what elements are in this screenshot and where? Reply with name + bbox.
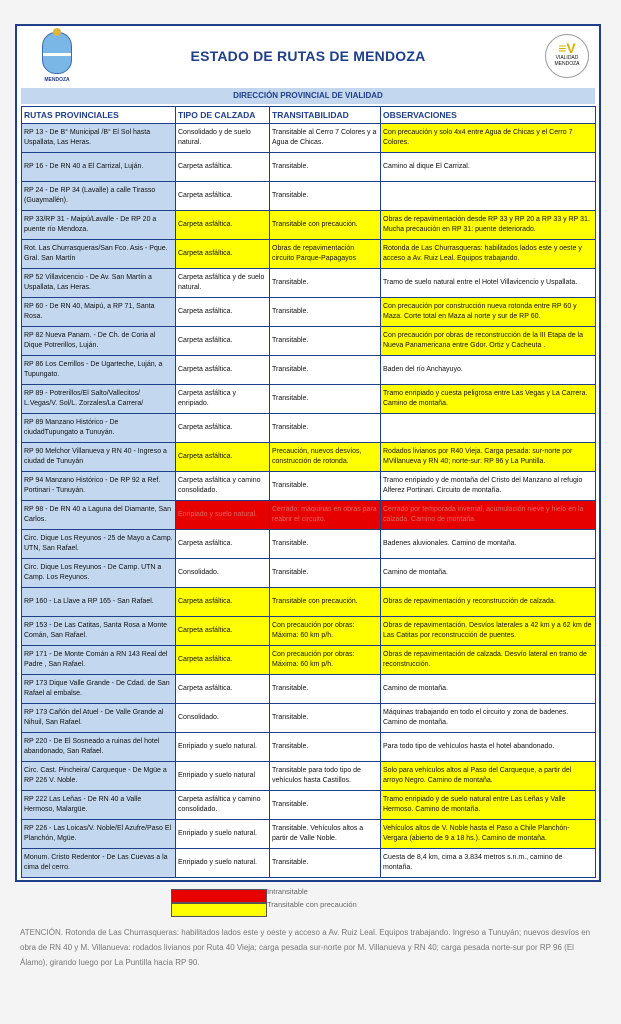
passability-cell: Transitable con precaución. <box>270 211 381 240</box>
passability-cell: Transitable. <box>270 182 381 211</box>
surface-cell: Consolidado y de suelo natural. <box>176 124 270 153</box>
table-row <box>22 762 596 791</box>
route-cell: RP 98 - De RN 40 a Laguna del Diamante, San Carlos. <box>22 501 176 530</box>
table-row <box>22 153 596 182</box>
routes-table <box>21 106 596 878</box>
surface-cell: Carpeta asfáltica. <box>176 617 270 646</box>
surface-cell: Enripiado y suelo natural. <box>176 849 270 878</box>
observation-cell: Máquinas trabajando en todo el circuito y zona de badenes. Camino de montaña. <box>381 704 596 733</box>
table-row <box>22 675 596 704</box>
observation-cell: Con precaución por construcción nueva rotonda entre RP 60 y Maza. Corte total en Maza al norte y sur de RP 60. <box>381 298 596 327</box>
route-cell: RP 60 - De RN 40, Maipú, a RP 71, Santa Rosa. <box>22 298 176 327</box>
observation-cell: Badenes aluvionales. Camino de montaña. <box>381 530 596 559</box>
surface-cell: Carpeta asfáltica. <box>176 240 270 269</box>
passability-cell: Transitable. <box>270 733 381 762</box>
table-row <box>22 733 596 762</box>
observation-cell: Camino al dique El Carrizal. <box>381 153 596 182</box>
table-row <box>22 269 596 298</box>
legend <box>171 887 357 917</box>
vialidad-logo <box>545 34 589 78</box>
legend-closed-label: Intransitable <box>267 887 308 896</box>
route-cell: RP 16 - De RN 40 a El Carrizal, Luján. <box>22 153 176 182</box>
route-cell: RP 89 - Potrerillos/El Salto/Vallecitos/ L.Vegas/V. Sol/L. Zorzales/La Carrera/ <box>22 385 176 414</box>
surface-cell: Enripiado y suelo natural. <box>176 820 270 849</box>
passability-cell: Transitable. <box>270 530 381 559</box>
passability-cell: Transitable. <box>270 704 381 733</box>
col-header-routes: RUTAS PROVINCIALES <box>22 107 176 124</box>
surface-cell: Carpeta asfáltica. <box>176 443 270 472</box>
table-row <box>22 849 596 878</box>
attention-note: ATENCIÓN. Rotonda de Las Churrasqueras: habilitados lados este y oeste y acceso a Av. Ruiz Leal. Equipos trabajando. Ingreso a Tunuyán; nuevos desvíos en obra de RN 40 y M. Villanueva: rodados livianos por Ruta 40 Vieja; carga pesada sur-norte por M. Villanueva y RN 40; carga pesada norte-sur por RP 96 (El Álamo), girando luego por La Puntilla hacia RP 90. <box>20 928 591 967</box>
route-cell: RP 153 - De Las Catitas, Santa Rosa a Monte Comán, San Rafael. <box>22 617 176 646</box>
table-row <box>22 385 596 414</box>
col-header-surface: TIPO DE CALZADA <box>176 107 270 124</box>
surface-cell: Carpeta asfáltica. <box>176 211 270 240</box>
surface-cell: Carpeta asfáltica y enripiado. <box>176 385 270 414</box>
route-cell: RP 173 Cañón del Atuel - De Valle Grande al Nihuil, San Rafael. <box>22 704 176 733</box>
route-cell: RP 171 - De Monte Comán a RN 143 Real del Padre , San Rafael. <box>22 646 176 675</box>
table-row <box>22 472 596 501</box>
table-row <box>22 443 596 472</box>
table-row <box>22 414 596 443</box>
vialidad-logo-caption: VIALIDAD MENDOZA <box>554 55 580 67</box>
passability-cell: Transitable para todo tipo de vehículos hasta Castillos. <box>270 762 381 791</box>
surface-cell: Carpeta asfáltica. <box>176 298 270 327</box>
observation-cell <box>381 182 596 211</box>
surface-cell: Carpeta asfáltica. <box>176 414 270 443</box>
route-cell: RP 52 Villavicencio - De Av. San Martín a Uspallata, Las Heras. <box>22 269 176 298</box>
observation-cell: Cerrado por temporada invernal, acumulación nieve y hielo en la calzada. Camino de montaña. <box>381 501 596 530</box>
table-row <box>22 298 596 327</box>
observation-cell: Cuesta de 8,4 km, cima a 3.834 metros s.n.m., camino de montaña. <box>381 849 596 878</box>
observation-cell: Camino de montaña. <box>381 559 596 588</box>
route-cell: RP 226 - Las Loicas/V. Noble/El Azufre/Paso El Planchón, Mgüe. <box>22 820 176 849</box>
surface-cell: Carpeta asfáltica y de suelo natural. <box>176 269 270 298</box>
surface-cell: Carpeta asfáltica. <box>176 327 270 356</box>
col-header-observations: OBSERVACIONES <box>381 107 596 124</box>
passability-cell: Transitable. <box>270 356 381 385</box>
observation-cell: Obras de repavimentación desde RP 33 y RP 20 a RP 33 y RP 31. Mucha precaución en RP 31: puente deteriorado. <box>381 211 596 240</box>
table-row <box>22 820 596 849</box>
table-row <box>22 211 596 240</box>
table-row <box>22 356 596 385</box>
surface-cell: Carpeta asfáltica. <box>176 675 270 704</box>
surface-cell: Carpeta asfáltica. <box>176 356 270 385</box>
passability-cell: Transitable. Vehículos altos a partir de Valle Noble. <box>270 820 381 849</box>
table-row <box>22 559 596 588</box>
legend-closed-swatch <box>171 889 267 903</box>
surface-cell: Carpeta asfáltica. <box>176 588 270 617</box>
observation-cell: Con precaución por obras de reconstrucción de la III Etapa de la Nueva Panamericana entre Gdor. Ortiz y Cacheuta . <box>381 327 596 356</box>
surface-cell: Carpeta asfáltica. <box>176 182 270 211</box>
passability-cell: Transitable. <box>270 849 381 878</box>
observation-cell: Tramo enripiado y cuesta peligrosa entre Las Vegas y La Carrera. Camino de montaña. <box>381 385 596 414</box>
passability-cell: Transitable. <box>270 269 381 298</box>
passability-cell: Transitable al Cerro 7 Colores y a Agua de Chicas. <box>270 124 381 153</box>
vialidad-mark-icon: ≡V <box>558 40 576 56</box>
route-cell: RP 86 Los Cerrillos - De Ugarteche, Luján, a Tupungato. <box>22 356 176 385</box>
route-cell: RP 89 Manzano Histórico - De ciudadTupungato a Tunuyán. <box>22 414 176 443</box>
passability-cell: Obras de repavimentación circuito Parque-Papagayos <box>270 240 381 269</box>
observation-cell: Rodados livianos por R40 Vieja. Carga pesada: sur-norte por MVillanueva y RN 40; norte-sur: RP 96 y La Puntilla. <box>381 443 596 472</box>
observation-cell: Tramo de suelo natural entre el Hotel Villavicencio y Uspallata. <box>381 269 596 298</box>
route-cell: RP 173 Dique Valle Grande - De Cdad. de San Rafael al embalse. <box>22 675 176 704</box>
observation-cell: Camino de montaña. <box>381 675 596 704</box>
observation-cell: Solo para vehículos altos al Paso del Carqueque, a partir del arroyo Negro. Camino de montaña. <box>381 762 596 791</box>
report-card <box>15 24 601 882</box>
passability-cell: Transitable. <box>270 559 381 588</box>
passability-cell: Con precaución por obras: Máxima: 60 km p/h. <box>270 646 381 675</box>
route-cell: RP 13 - De B° Municipal /B° El Sol hasta Uspallata, Las Heras. <box>22 124 176 153</box>
passability-cell: Precaución, nuevos desvíos, construcción de rotonda. <box>270 443 381 472</box>
table-row <box>22 240 596 269</box>
observation-cell: Obras de repavimentación y reconstrucción de calzada. <box>381 588 596 617</box>
surface-cell: Carpeta asfáltica. <box>176 646 270 675</box>
passability-cell: Transitable. <box>270 327 381 356</box>
table-row <box>22 588 596 617</box>
surface-cell: Carpeta asfáltica y camino consolidado. <box>176 791 270 820</box>
observation-cell: Rotonda de Las Churrasqueras: habilitados lados este y oeste y acceso a Av. Ruiz Leal. Equipos trabajando. <box>381 240 596 269</box>
observation-cell: Tramo enripiado y de suelo natural entre Las Leñas y Valle Hermoso. Camino de montaña. <box>381 791 596 820</box>
table-row <box>22 530 596 559</box>
table-row <box>22 327 596 356</box>
observation-cell <box>381 414 596 443</box>
route-cell: RP 33/RP 31 - Maipú/Lavalle - De RP 20 a puente río Mendoza. <box>22 211 176 240</box>
table-row <box>22 182 596 211</box>
surface-cell: Enripiado y suelo natural <box>176 762 270 791</box>
passability-cell: Transitable. <box>270 414 381 443</box>
route-cell: Circ. Dique Los Reyunos - 25 de Mayo a Camp. UTN, San Rafael. <box>22 530 176 559</box>
legend-caution-label: Transitable con precaución <box>267 900 357 909</box>
route-cell: RP 94 Manzano Histórico - De RP 92 a Ref. Portinari - Tunuyán. <box>22 472 176 501</box>
observation-cell: Para todo tipo de vehículos hasta el hotel abandonado. <box>381 733 596 762</box>
surface-cell: Consolidado. <box>176 704 270 733</box>
table-row <box>22 704 596 733</box>
surface-cell: Carpeta asfáltica y camino consolidado. <box>176 472 270 501</box>
route-cell: RP 90 Melchor Villanueva y RN 40 - Ingreso a ciudad de Tunuyán <box>22 443 176 472</box>
col-header-passability: TRANSITABILIDAD <box>270 107 381 124</box>
route-cell: Circ. Cast. Pincheira/ Carqueque - De Mgüe a RP 226 V. Noble. <box>22 762 176 791</box>
observation-cell: Tramo enripiado y de montaña del Cristo del Manzano al refugio Alferez Portinari. Circuito de montaña. <box>381 472 596 501</box>
surface-cell: Carpeta asfáltica. <box>176 153 270 182</box>
passability-cell: Transitable con precaución. <box>270 588 381 617</box>
table-row <box>22 501 596 530</box>
table-header-row <box>22 107 596 124</box>
route-cell: RP 222 Las Leñas - De RN 40 a Valle Hermoso, Malargüe. <box>22 791 176 820</box>
page-title: ESTADO DE RUTAS DE MENDOZA <box>190 48 426 64</box>
route-cell: RP 220 - De El Sosneado a ruinas del hotel abandonado, San Rafael. <box>22 733 176 762</box>
agency-band: DIRECCIÓN PROVINCIAL DE VIALIDAD <box>21 88 595 104</box>
passability-cell: Transitable. <box>270 472 381 501</box>
surface-cell: Carpeta asfáltica. <box>176 530 270 559</box>
route-cell: RP 82 Nueva Panam. - De Ch. de Coria al Dique Potrerillos, Luján. <box>22 327 176 356</box>
surface-cell: Enripiado y suelo natural. <box>176 501 270 530</box>
route-cell: RP 160 - La Llave a RP 165 - San Rafael. <box>22 588 176 617</box>
table-row <box>22 617 596 646</box>
passability-cell: Transitable. <box>270 153 381 182</box>
observation-cell: Con precaución y solo 4x4 entre Agua de Chicas y el Cerro 7 Colores. <box>381 124 596 153</box>
passability-cell: Con precaución por obras: Máxima: 60 km p/h. <box>270 617 381 646</box>
legend-caution-swatch <box>171 903 267 917</box>
mendoza-logo-caption: MENDOZA <box>44 77 70 83</box>
observation-cell: Baden del río Anchayuyo. <box>381 356 596 385</box>
passability-cell: Transitable. <box>270 298 381 327</box>
route-cell: Circ. Dique Los Reyunos - De Camp. UTN a Camp. Los Reyunos. <box>22 559 176 588</box>
passability-cell: Transitable. <box>270 791 381 820</box>
route-cell: Rot. Las Churrasqueras/San Fco. Asis - Pque. Gral. San Martín <box>22 240 176 269</box>
route-cell: RP 24 - De RP 34 (Lavalle) a calle Tirasso (Guaymallén). <box>22 182 176 211</box>
table-row <box>22 791 596 820</box>
passability-cell: Transitable. <box>270 385 381 414</box>
observation-cell: Vehículos altos de V. Noble hasta el Paso a Chile Planchón-Vergara (abierto de 9 a 18 hs.). Camino de montaña. <box>381 820 596 849</box>
table-row <box>22 646 596 675</box>
observation-cell: Obras de repavimentación de calzada. Desvío lateral en tramo de reconstrucción. <box>381 646 596 675</box>
observation-cell: Obras de repavimentación. Desvíos laterales a 42 km y a 62 km de Las Catitas por reconstrucción de puentes. <box>381 617 596 646</box>
route-cell: Monum. Cristo Redentor - De Las Cuevas a la cima del cerro. <box>22 849 176 878</box>
passability-cell: Cerrado: máquinas en obras para reabrir el circuito. <box>270 501 381 530</box>
table-body <box>22 124 596 878</box>
surface-cell: Enripiado y suelo natural. <box>176 733 270 762</box>
surface-cell: Consolidado. <box>176 559 270 588</box>
table-row <box>22 124 596 153</box>
passability-cell: Transitable. <box>270 675 381 704</box>
